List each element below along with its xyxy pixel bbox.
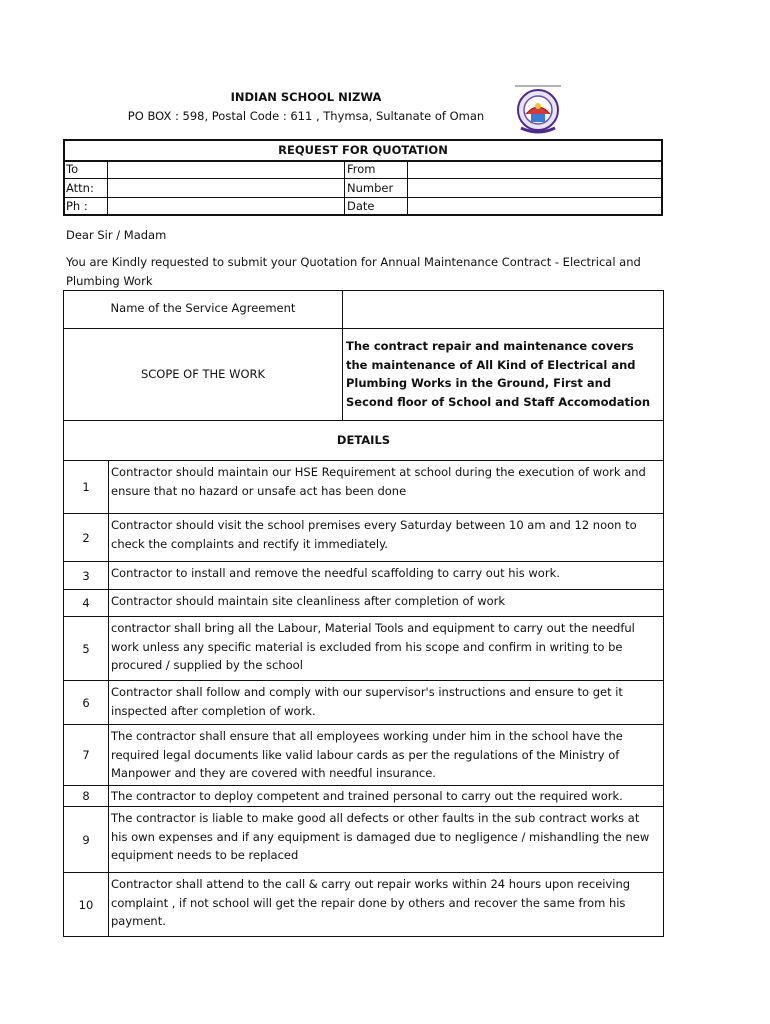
salutation: Dear Sir / Madam <box>66 228 167 242</box>
row-text: Contractor should maintain our HSE Requirement at school during the execution of work and ensure that no hazard or unsafe act has been done <box>111 465 646 498</box>
from-label: From <box>347 162 376 176</box>
table-row <box>63 681 664 725</box>
school-address: PO BOX : 598, Postal Code : 611 , Thymsa, Sultanate of Oman <box>127 109 485 123</box>
divider <box>407 160 408 214</box>
table-row <box>63 562 664 590</box>
row-number: 5 <box>64 617 109 680</box>
ph-label: Ph : <box>66 199 88 213</box>
attn-label: Attn: <box>66 181 94 195</box>
divider <box>65 197 661 198</box>
row-text: Contractor shall attend to the call & carry out repair works within 24 hours upon receiving complaint , if not school will get the repair done by others and recover the same from his payment. <box>111 877 631 928</box>
details-heading: DETAILS <box>63 420 664 461</box>
row-number: 2 <box>64 514 109 561</box>
row-text: Contractor shall follow and comply with our supervisor's instructions and ensure to get it inspected after completion of work. <box>111 685 623 718</box>
scope-value: The contract repair and maintenance covers the maintenance of All Kind of Electrical and Plumbing Works in the Ground, First and Second floor of School and Staff Accomodation <box>346 339 651 409</box>
row-text: Contractor should maintain site cleanliness after completion of work <box>111 594 506 608</box>
intro-paragraph: You are Kindly requested to submit your Quotation for Annual Maintenance Contract - Electrical and Plumbing Work <box>66 255 641 288</box>
divider <box>342 291 343 420</box>
school-logo-icon <box>513 84 563 136</box>
form-title: REQUEST FOR QUOTATION <box>65 141 661 162</box>
row-text: Contractor to install and remove the needful scaffolding to carry out his work. <box>111 566 560 580</box>
row-number: 7 <box>64 725 109 785</box>
school-name: INDIAN SCHOOL NIZWA <box>230 90 382 104</box>
service-name-label: Name of the Service Agreement <box>110 301 296 315</box>
quotation-header-box <box>63 139 663 216</box>
table-row <box>63 807 664 873</box>
row-number: 3 <box>64 562 109 589</box>
divider <box>64 328 663 329</box>
scope-label: SCOPE OF THE WORK <box>140 367 266 381</box>
row-text: Contractor should visit the school premises every Saturday between 10 am and 12 noon to check the complaints and rectify it immediately. <box>111 518 637 551</box>
row-text: The contractor shall ensure that all employees working under him in the school have the required legal documents like valid labour cards as per the regulations of the Ministry of Manpower and they are covered with needful insurance. <box>111 729 623 780</box>
row-number: 8 <box>64 786 109 806</box>
service-agreement-table <box>63 290 664 421</box>
table-row <box>63 873 664 937</box>
row-number: 9 <box>64 807 109 872</box>
table-row <box>63 725 664 786</box>
row-text: The contractor is liable to make good all defects or other faults in the sub contract works at his own expenses and if any equipment is damaged due to negligence / mishandling the new equipment needs to be replaced <box>111 811 650 862</box>
table-row <box>63 514 664 562</box>
divider <box>344 160 345 214</box>
table-row <box>63 617 664 681</box>
number-label: Number <box>347 181 394 195</box>
to-label: To <box>66 162 79 176</box>
table-row <box>63 461 664 514</box>
divider <box>65 178 661 179</box>
row-text: contractor shall bring all the Labour, Material Tools and equipment to carry out the needful work unless any specific material is excluded from his scope and confirm in writing to be procured / supplied by the school <box>111 621 635 672</box>
row-number: 1 <box>64 461 109 513</box>
date-label: Date <box>347 199 375 213</box>
row-number: 6 <box>64 681 109 724</box>
divider <box>107 160 108 214</box>
table-row <box>63 786 664 807</box>
row-number: 10 <box>64 873 109 936</box>
row-text: The contractor to deploy competent and trained personal to carry out the required work. <box>111 789 623 803</box>
row-number: 4 <box>64 590 109 616</box>
table-row <box>63 590 664 617</box>
